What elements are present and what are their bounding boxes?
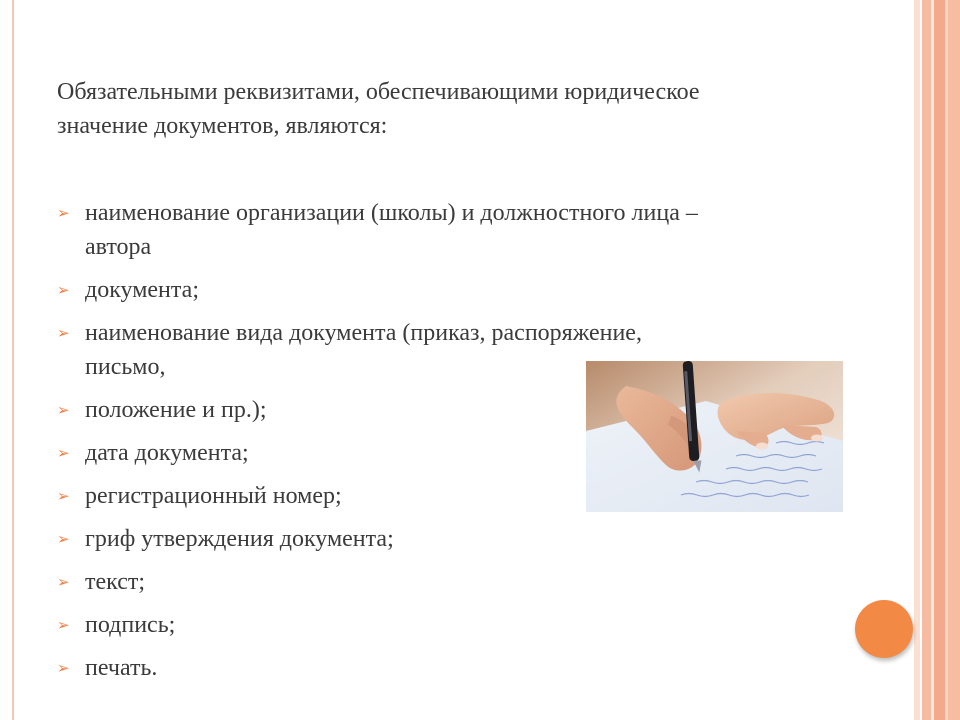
list-item	[57, 608, 777, 642]
list-item-line-2: автора	[85, 234, 152, 260]
bullet-arrow-icon: ➢	[57, 204, 70, 222]
list-item-line-1: текст;	[85, 569, 146, 595]
right-decorative-stripes	[914, 0, 960, 720]
list-item	[57, 522, 777, 556]
bullet-arrow-icon: ➢	[57, 281, 70, 299]
bullet-arrow-icon: ➢	[57, 487, 70, 505]
list-item-line-1: печать.	[85, 655, 158, 681]
list-item-line-1: дата документа;	[85, 440, 249, 466]
list-item-line-1: гриф утверждения документа;	[85, 526, 394, 552]
list-item	[57, 273, 777, 307]
bullet-arrow-icon: ➢	[57, 530, 70, 548]
bullet-arrow-icon: ➢	[57, 444, 70, 462]
bullet-arrow-icon: ➢	[57, 573, 70, 591]
list-item-line-1: наименование организации (школы) и должностного лица –	[85, 200, 698, 226]
bullet-arrow-icon: ➢	[57, 659, 70, 677]
orange-circle-decoration	[855, 600, 913, 658]
intro-line-1: Обязательными реквизитами, обеспечивающими юридическое	[57, 79, 700, 105]
list-item	[57, 196, 777, 264]
list-item	[57, 651, 777, 685]
intro-line-2: значение документов, являются:	[57, 113, 388, 139]
hand-writing-photo	[586, 361, 843, 512]
list-item-line-1: подпись;	[85, 612, 176, 638]
intro-text	[57, 75, 837, 143]
bullet-arrow-icon: ➢	[57, 616, 70, 634]
list-item-line-1: положение и пр.);	[85, 397, 267, 423]
list-item-line-1: документа;	[85, 277, 199, 303]
list-item-line-2: письмо,	[85, 354, 166, 380]
list-item-line-1: наименование вида документа (приказ, распоряжение,	[85, 320, 642, 346]
bullet-arrow-icon: ➢	[57, 324, 70, 342]
left-border-line	[12, 0, 14, 720]
bullet-arrow-icon: ➢	[57, 401, 70, 419]
list-item	[57, 565, 777, 599]
list-item-line-1: регистрационный номер;	[85, 483, 342, 509]
